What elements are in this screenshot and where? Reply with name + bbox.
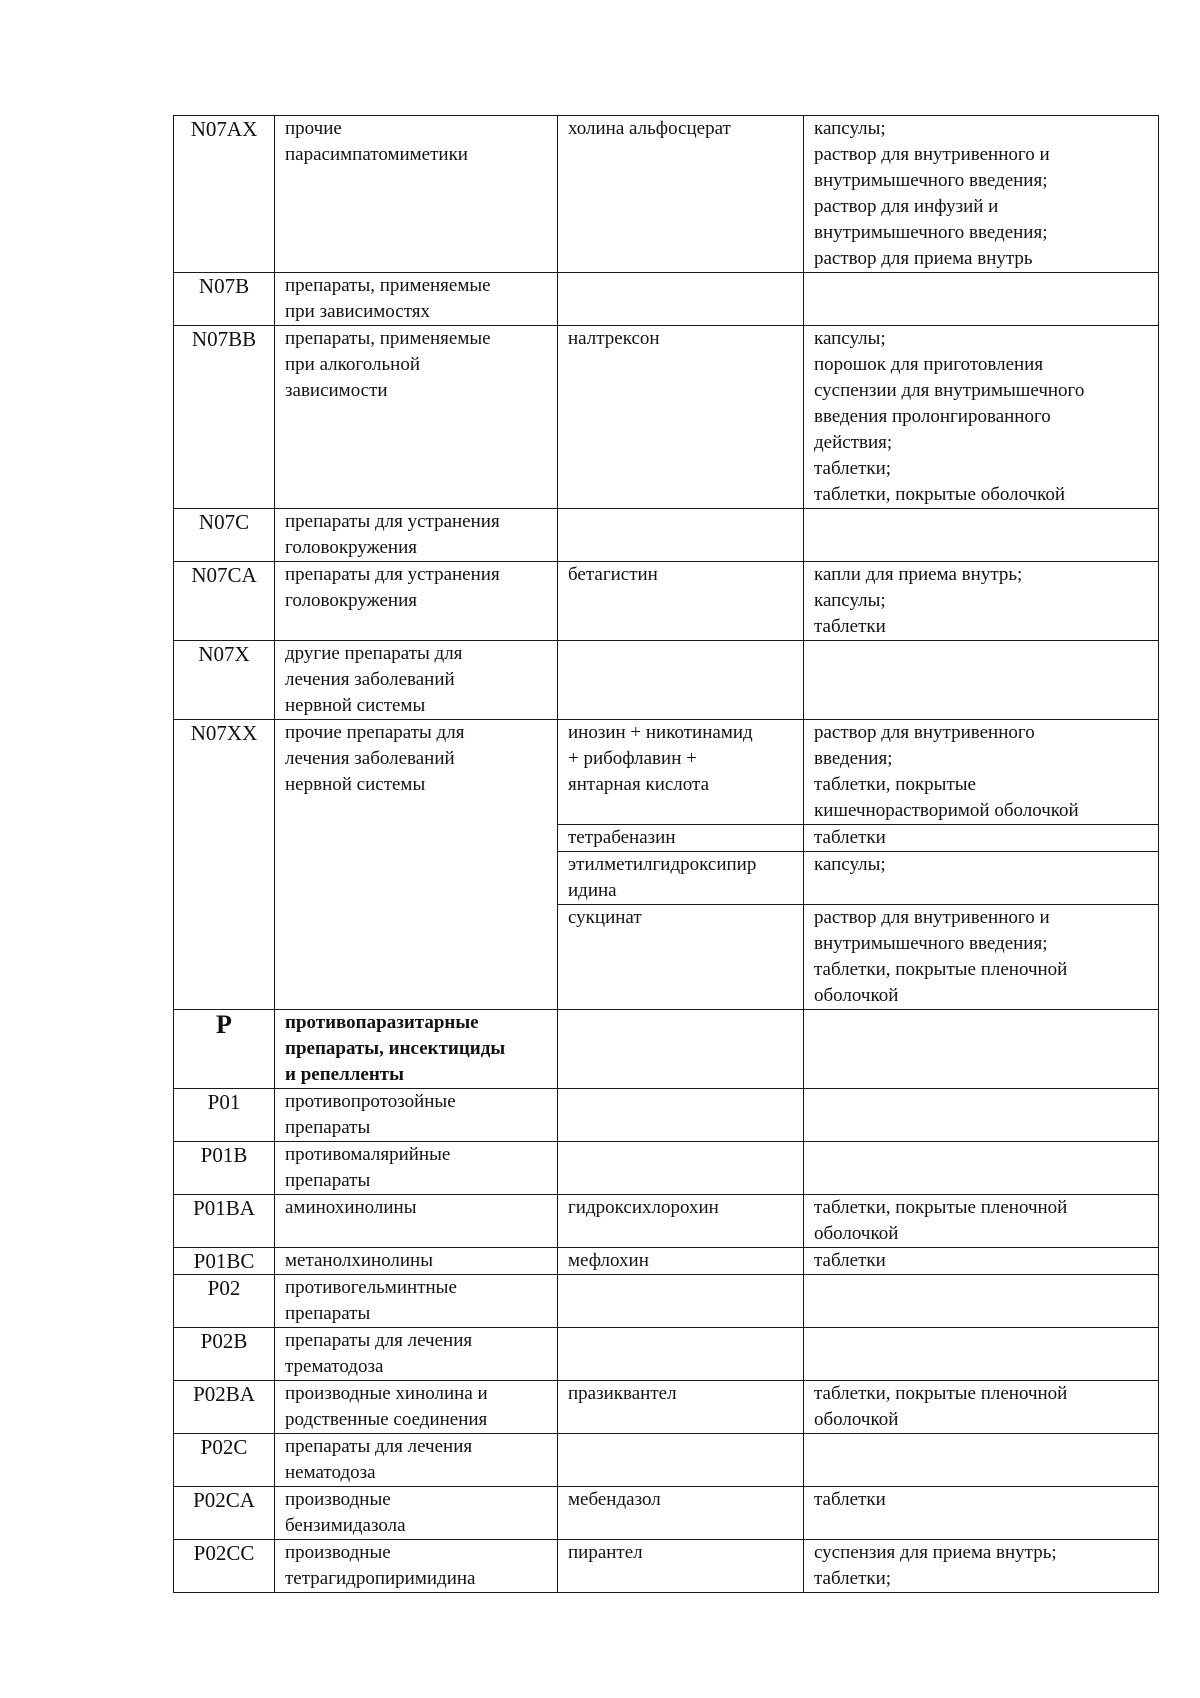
cell-text-line: противогельминтные [285, 1277, 457, 1298]
dosage-form-cell [804, 720, 1159, 825]
group-name-cell [275, 1487, 558, 1540]
dosage-form-cell [804, 1142, 1159, 1195]
cell-text-line: идина [568, 880, 617, 901]
dosage-form-cell [804, 273, 1159, 326]
drug-name-cell [558, 905, 804, 1010]
table-row [174, 1487, 1159, 1540]
cell-text-line: и репелленты [285, 1064, 404, 1085]
cell-text-line: сукцинат [568, 907, 642, 928]
cell-text-line: янтарная кислота [568, 774, 709, 795]
group-name-cell [275, 1381, 558, 1434]
table-row [174, 273, 1159, 326]
drug-name-cell [558, 1248, 804, 1275]
dosage-form-cell [804, 562, 1159, 641]
cell-text-line: капли для приема внутрь; [814, 564, 1023, 585]
drug-list-table [173, 115, 1159, 1593]
dosage-form-cell [804, 905, 1159, 1010]
group-name-cell [275, 1434, 558, 1487]
group-name-cell [275, 641, 558, 720]
cell-text-line: производные хинолина и [285, 1383, 488, 1404]
cell-text-line: таблетки [814, 616, 886, 637]
dosage-form-cell [804, 1195, 1159, 1248]
dosage-form-cell [804, 641, 1159, 720]
cell-text-line: препараты для лечения [285, 1330, 473, 1351]
atc-code-cell: P01B [174, 1142, 275, 1195]
dosage-form-cell [804, 509, 1159, 562]
dosage-form-cell [804, 1434, 1159, 1487]
cell-text-line: трематодоза [285, 1356, 384, 1377]
group-name-cell [275, 1275, 558, 1328]
dosage-form-cell [804, 1010, 1159, 1089]
table-row [174, 116, 1159, 273]
table-row [174, 1142, 1159, 1195]
cell-text-line: раствор для внутривенного и [814, 907, 1050, 928]
drug-name-cell [558, 825, 804, 852]
atc-code-cell: N07CA [174, 562, 275, 641]
atc-code-cell: N07B [174, 273, 275, 326]
cell-text-line: мефлохин [568, 1250, 649, 1271]
dosage-form-cell [804, 326, 1159, 509]
atc-code-cell: P01BC [174, 1248, 275, 1275]
table-row [174, 720, 1159, 825]
cell-text-line: капсулы; [814, 590, 886, 611]
cell-text-line: раствор для внутривенного и [814, 144, 1050, 165]
atc-code-cell: P02 [174, 1275, 275, 1328]
cell-text-line: головокружения [285, 590, 418, 611]
group-name-cell [275, 1010, 558, 1089]
dosage-form-cell [804, 825, 1159, 852]
atc-code-cell: P01BA [174, 1195, 275, 1248]
atc-code-cell: N07XX [174, 720, 275, 1010]
drug-name-cell [558, 1275, 804, 1328]
cell-text-line: оболочкой [814, 1223, 899, 1244]
drug-name-cell [558, 1195, 804, 1248]
cell-text-line: оболочкой [814, 985, 899, 1006]
cell-text-line: препараты для устранения [285, 511, 500, 532]
table-row [174, 1540, 1159, 1593]
cell-text-line: препараты [285, 1303, 371, 1324]
cell-text-line: другие препараты для [285, 643, 463, 664]
dosage-form-cell [804, 1275, 1159, 1328]
dosage-form-cell [804, 852, 1159, 905]
table-row [174, 562, 1159, 641]
drug-name-cell [558, 273, 804, 326]
cell-text-line: этилметилгидроксипир [568, 854, 757, 875]
drug-name-cell [558, 1540, 804, 1593]
cell-text-line: бензимидазола [285, 1515, 406, 1536]
table-row [174, 1089, 1159, 1142]
cell-text-line: раствор для внутривенного [814, 722, 1035, 743]
cell-text-line: капсулы; [814, 118, 886, 139]
cell-text-line: препараты, применяемые [285, 328, 491, 349]
dosage-form-cell [804, 1381, 1159, 1434]
drug-name-cell [558, 562, 804, 641]
cell-text-line: бетагистин [568, 564, 658, 585]
section-header-row [174, 1010, 1159, 1089]
cell-text-line: противомалярийные [285, 1144, 451, 1165]
cell-text-line: лечения заболеваний [285, 748, 455, 769]
cell-text-line: внутримышечного введения; [814, 933, 1048, 954]
drug-name-cell [558, 1142, 804, 1195]
group-name-cell [275, 116, 558, 273]
atc-code-cell: P02CA [174, 1487, 275, 1540]
atc-code-cell: P02B [174, 1328, 275, 1381]
cell-text-line: таблетки [814, 827, 886, 848]
cell-text-line: таблетки [814, 1489, 886, 1510]
cell-text-line: при зависимостях [285, 301, 430, 322]
group-name-cell [275, 1142, 558, 1195]
drug-name-cell [558, 1487, 804, 1540]
group-name-cell [275, 720, 558, 1010]
cell-text-line: введения пролонгированного [814, 406, 1051, 427]
drug-name-cell [558, 1010, 804, 1089]
dosage-form-cell [804, 1089, 1159, 1142]
table-row [174, 1248, 1159, 1275]
dosage-form-cell [804, 1328, 1159, 1381]
cell-text-line: при алкогольной [285, 354, 420, 375]
cell-text-line: пирантел [568, 1542, 643, 1563]
cell-text-line: лечения заболеваний [285, 669, 455, 690]
cell-text-line: зависимости [285, 380, 388, 401]
dosage-form-cell [804, 1248, 1159, 1275]
table-row [174, 326, 1159, 509]
cell-text-line: таблетки, покрытые оболочкой [814, 484, 1066, 505]
cell-text-line: введения; [814, 748, 893, 769]
cell-text-line: прочие препараты для [285, 722, 465, 743]
dosage-form-cell [804, 1540, 1159, 1593]
table-row [174, 1434, 1159, 1487]
dosage-form-cell [804, 1487, 1159, 1540]
cell-text-line: тетрабеназин [568, 827, 676, 848]
cell-text-line: метанолхинолины [285, 1250, 433, 1271]
group-name-cell [275, 1248, 558, 1275]
cell-text-line: производные [285, 1542, 391, 1563]
cell-text-line: таблетки, покрытые [814, 774, 976, 795]
cell-text-line: противопротозойные [285, 1091, 456, 1112]
cell-text-line: холина альфосцерат [568, 118, 731, 139]
drug-name-cell [558, 1434, 804, 1487]
atc-code-cell: P [174, 1010, 275, 1089]
cell-text-line: раствор для приема внутрь [814, 248, 1033, 269]
group-name-cell [275, 326, 558, 509]
cell-text-line: препараты для лечения [285, 1436, 473, 1457]
drug-name-cell [558, 641, 804, 720]
table-row [174, 1195, 1159, 1248]
cell-text-line: суспензии для внутримышечного [814, 380, 1085, 401]
drug-name-cell [558, 326, 804, 509]
group-name-cell [275, 1328, 558, 1381]
cell-text-line: парасимпатомиметики [285, 144, 468, 165]
drug-name-cell [558, 1328, 804, 1381]
cell-text-line: налтрексон [568, 328, 660, 349]
cell-text-line: таблетки; [814, 458, 892, 479]
cell-text-line: препараты [285, 1170, 371, 1191]
drug-list-body [174, 116, 1159, 1593]
atc-code-cell: P02C [174, 1434, 275, 1487]
drug-name-cell [558, 852, 804, 905]
cell-text-line: препараты для устранения [285, 564, 500, 585]
cell-text-line: порошок для приготовления [814, 354, 1044, 375]
cell-text-line: капсулы; [814, 854, 886, 875]
cell-text-line: раствор для инфузий и [814, 196, 999, 217]
group-name-cell [275, 1089, 558, 1142]
cell-text-line: противопаразитарные [285, 1012, 479, 1033]
cell-text-line: оболочкой [814, 1409, 899, 1430]
cell-text-line: производные [285, 1489, 391, 1510]
cell-text-line: капсулы; [814, 328, 886, 349]
group-name-cell [275, 509, 558, 562]
atc-code-cell: N07C [174, 509, 275, 562]
drug-name-cell [558, 1089, 804, 1142]
atc-code-cell: P02BA [174, 1381, 275, 1434]
table-row [174, 1381, 1159, 1434]
cell-text-line: препараты [285, 1117, 371, 1138]
group-name-cell [275, 562, 558, 641]
atc-code-cell: N07BB [174, 326, 275, 509]
table-row [174, 641, 1159, 720]
cell-text-line: прочие [285, 118, 342, 139]
cell-text-line: таблетки; [814, 1568, 892, 1589]
cell-text-line: действия; [814, 432, 893, 453]
cell-text-line: таблетки, покрытые пленочной [814, 1197, 1068, 1218]
atc-code-cell: N07X [174, 641, 275, 720]
drug-name-cell [558, 1381, 804, 1434]
group-name-cell [275, 1195, 558, 1248]
cell-text-line: нервной системы [285, 774, 426, 795]
cell-text-line: суспензия для приема внутрь; [814, 1542, 1057, 1563]
cell-text-line: празиквантел [568, 1383, 677, 1404]
drug-name-cell [558, 509, 804, 562]
cell-text-line: гидроксихлорохин [568, 1197, 719, 1218]
table-row [174, 1328, 1159, 1381]
group-name-cell [275, 273, 558, 326]
table-row [174, 1275, 1159, 1328]
table-row [174, 509, 1159, 562]
cell-text-line: препараты, инсектициды [285, 1038, 506, 1059]
drug-name-cell [558, 116, 804, 273]
cell-text-line: нервной системы [285, 695, 426, 716]
cell-text-line: таблетки, покрытые пленочной [814, 959, 1068, 980]
cell-text-line: таблетки [814, 1250, 886, 1271]
cell-text-line: + рибофлавин + [568, 748, 697, 769]
atc-code-cell: P02CC [174, 1540, 275, 1593]
group-name-cell [275, 1540, 558, 1593]
drug-name-cell [558, 720, 804, 825]
dosage-form-cell [804, 116, 1159, 273]
cell-text-line: внутримышечного введения; [814, 170, 1048, 191]
cell-text-line: головокружения [285, 537, 418, 558]
cell-text-line: родственные соединения [285, 1409, 488, 1430]
cell-text-line: кишечнорастворимой оболочкой [814, 800, 1079, 821]
cell-text-line: инозин + никотинамид [568, 722, 753, 743]
cell-text-line: мебендазол [568, 1489, 661, 1510]
cell-text-line: нематодоза [285, 1462, 376, 1483]
cell-text-line: препараты, применяемые [285, 275, 491, 296]
cell-text-line: тетрагидропиримидина [285, 1568, 476, 1589]
cell-text-line: аминохинолины [285, 1197, 417, 1218]
atc-code-cell: P01 [174, 1089, 275, 1142]
cell-text-line: таблетки, покрытые пленочной [814, 1383, 1068, 1404]
atc-code-cell: N07AX [174, 116, 275, 273]
cell-text-line: внутримышечного введения; [814, 222, 1048, 243]
